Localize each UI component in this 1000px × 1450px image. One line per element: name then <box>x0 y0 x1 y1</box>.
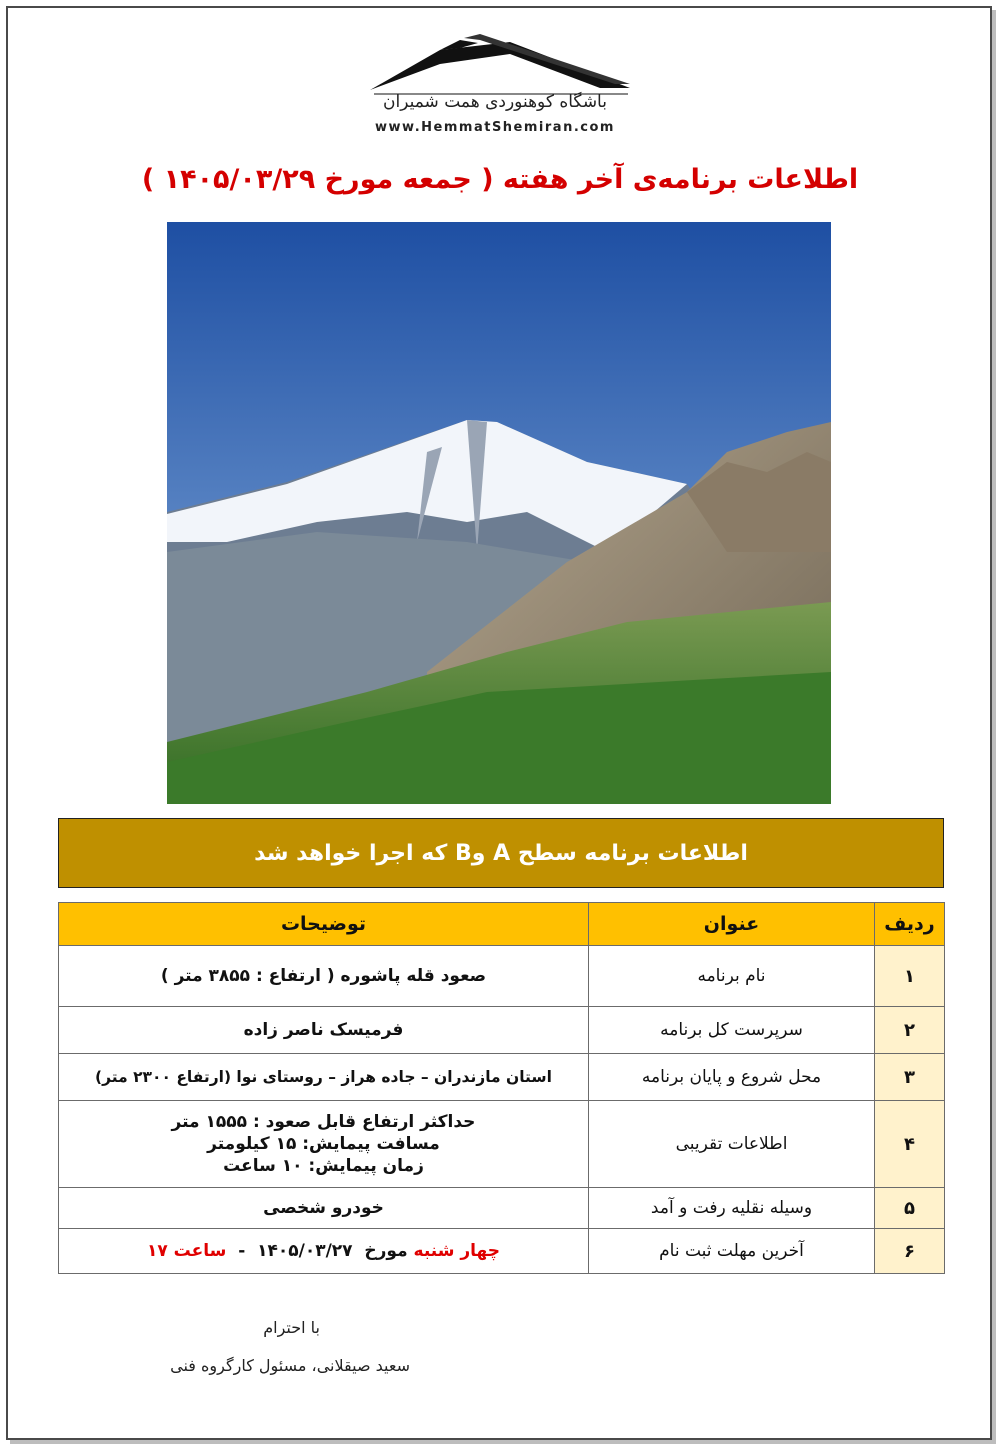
page-title: اطلاعات برنامه‌ی آخر هفته ( جمعه مورخ ۱۴۰۵/۰۳/۲۹ ) <box>141 164 859 195</box>
table-row <box>59 946 945 1007</box>
row-description: فرمیسک ناصر زاده <box>59 1007 589 1054</box>
row-number: ۴ <box>875 1101 945 1188</box>
row-description: استان مازندران – جاده هراز – روستای نوا (ارتفاع ۲۳۰۰ متر) <box>59 1054 589 1101</box>
club-name: باشگاه کوهنوردی همت شمیران <box>383 92 607 112</box>
header-title: عنوان <box>589 903 875 946</box>
deadline-date: مورخ ۱۴۰۵/۰۳/۲۷ - <box>226 1241 414 1261</box>
row-description <box>59 1229 589 1274</box>
row-title: محل شروع و پایان برنامه <box>589 1054 875 1101</box>
closing-text: با احترام <box>263 1318 320 1337</box>
header-description: توضیحات <box>59 903 589 946</box>
row-number: ۶ <box>875 1229 945 1274</box>
table-row <box>59 1054 945 1101</box>
table-row <box>59 1229 945 1274</box>
row-number: ۵ <box>875 1188 945 1229</box>
program-level-banner: اطلاعات برنامه سطح A وB که اجرا خواهد شد <box>58 818 944 888</box>
header-row-number: ردیف <box>875 903 945 946</box>
distance-text: مسافت پیمایش: ۱۵ کیلومتر <box>207 1134 440 1154</box>
deadline-time: ساعت ۱۷ <box>146 1241 227 1261</box>
row-title: آخرین مهلت ثبت نام <box>589 1229 875 1274</box>
row-description <box>59 1101 589 1188</box>
club-website[interactable]: www.HemmatShemiran.com <box>375 120 615 135</box>
row-number: ۱ <box>875 946 945 1007</box>
row-number: ۳ <box>875 1054 945 1101</box>
row-title: اطلاعات تقریبی <box>589 1101 875 1188</box>
row-number: ۲ <box>875 1007 945 1054</box>
row-description: خودرو شخصی <box>59 1188 589 1229</box>
row-title: سرپرست کل برنامه <box>589 1007 875 1054</box>
row-description: صعود قله پاشوره ( ارتفاع : ۳۸۵۵ متر ) <box>59 946 589 1007</box>
table-row <box>59 1101 945 1188</box>
table-row <box>59 1188 945 1229</box>
deadline-day: چهار شنبه <box>413 1241 501 1261</box>
max-altitude-text: حداکثر ارتفاع قابل صعود : ۱۵۵۵ متر <box>171 1112 476 1132</box>
table-row <box>59 1007 945 1054</box>
table-header-row <box>59 903 945 946</box>
mountain-photo <box>167 222 831 804</box>
program-info-table <box>58 902 945 1274</box>
signature-text: سعید صیقلانی، مسئول کارگروه فنی <box>170 1356 410 1375</box>
row-title: وسیله نقلیه رفت و آمد <box>589 1188 875 1229</box>
row-title: نام برنامه <box>589 946 875 1007</box>
duration-text: زمان پیمایش: ۱۰ ساعت <box>223 1156 424 1176</box>
